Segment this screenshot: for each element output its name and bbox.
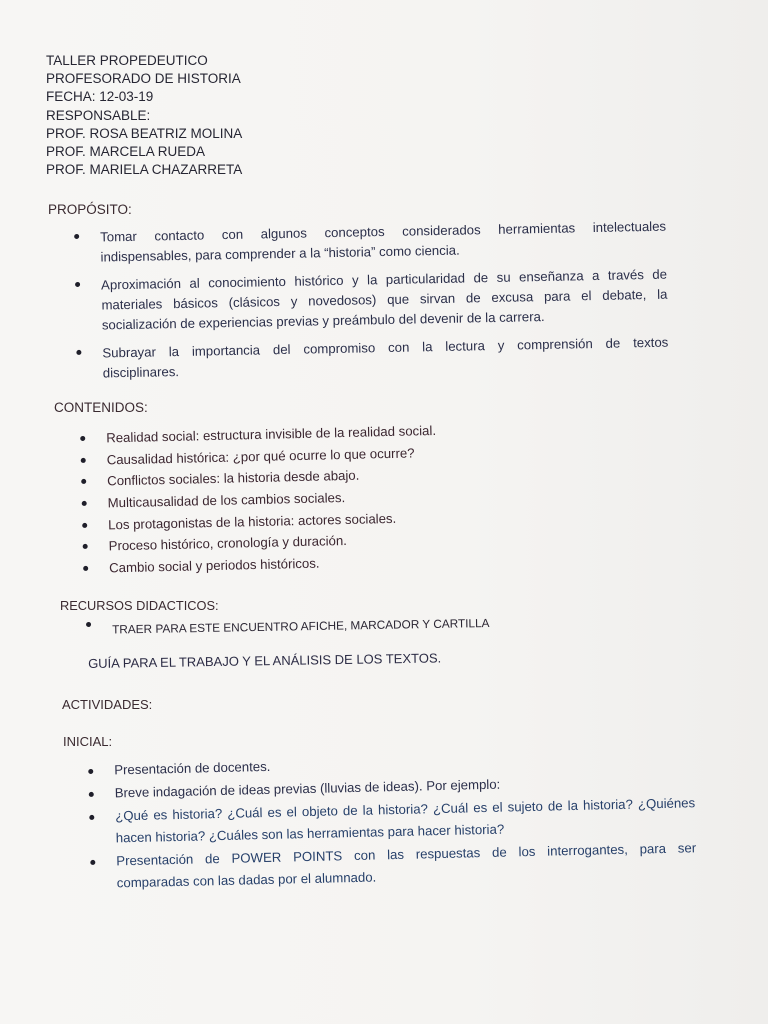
list-item-text: ¿Qué es historia? ¿Cuál es el objeto de la historia? ¿Cuál es el sujeto de la historia? ¿Quiénes	[115, 795, 696, 824]
header-line: TALLER PROPEDEUTICO	[46, 53, 208, 68]
contenidos-heading: CONTENIDOS:	[54, 400, 148, 415]
contenidos-list	[80, 420, 439, 580]
recursos-list	[86, 615, 490, 638]
list-item-text: Presentación de docentes.	[114, 758, 271, 778]
list-item: Multicausalidad de los cambios sociales.	[81, 485, 437, 515]
list-item	[76, 333, 669, 384]
header-line: PROFESORADO DE HISTORIA	[46, 71, 241, 87]
list-item-text: Breve indagación de ideas previas (lluvias de ideas). Por ejemplo:	[114, 776, 501, 801]
list-item: Proceso histórico, cronología y duración.	[82, 528, 438, 558]
actividades-list	[88, 746, 697, 896]
actividades-heading: ACTIVIDADES:	[62, 697, 153, 712]
list-item: Realidad social: estructura invisible de la realidad social.	[80, 420, 436, 450]
header-line: PROF. ROSA BEATRIZ MOLINA	[46, 125, 243, 141]
list-item: Cambio social y periodos históricos.	[83, 550, 439, 580]
header-line: PROF. MARCELA RUEDA	[46, 144, 206, 160]
recursos-heading: RECURSOS DIDACTICOS:	[60, 598, 219, 613]
list-item	[74, 217, 667, 268]
list-item-text: Presentación de POWER POINTS con las respuestas de los interrogantes, para ser	[116, 840, 697, 869]
list-item: Conflictos sociales: la historia desde abajo.	[81, 463, 437, 493]
proposito-list	[74, 217, 669, 392]
header-line: FECHA: 12-03-19	[46, 89, 154, 105]
proposito-heading: PROPÓSITO:	[48, 202, 132, 217]
list-item-text: socialización de experiencias previas y preámbulo del devenir de la carrera.	[101, 308, 545, 333]
list-item: TRAER PARA ESTE ENCUENTRO AFICHE, MARCADOR Y CARTILLA	[86, 615, 490, 638]
list-item: Causalidad histórica: ¿por qué ocurre lo que ocurre?	[80, 442, 436, 472]
list-item-text: disciplinares.	[102, 364, 180, 381]
list-item-text: Tomar contacto con algunos conceptos considerados herramientas intelectuales	[100, 218, 667, 245]
header-line: PROF. MARIELA CHAZARRETA	[46, 162, 243, 178]
list-item: Los protagonistas de la historia: actores sociales.	[82, 507, 438, 537]
list-item-text: Subrayar la importancia del compromiso con la lectura y comprensión de textos	[102, 334, 669, 361]
list-item	[75, 265, 668, 336]
list-item-text: Aproximación al conocimiento histórico y la particularidad de su enseñanza a través de	[100, 266, 668, 293]
header-line: RESPONSABLE:	[46, 107, 151, 123]
list-item-text: comparadas con las dadas por el alumnado.	[116, 869, 377, 891]
list-item-text: hacen historia? ¿Cuáles son las herramientas para hacer historia?	[115, 821, 505, 846]
guia-text: GUÍA PARA EL TRABAJO Y EL ANÁLISIS DE LOS TEXTOS.	[88, 650, 442, 671]
list-item-text: materiales básicos (clásicos y novedosos) que sirvan de excusa para el debate, la	[101, 286, 668, 313]
document-header	[46, 52, 242, 179]
inicial-heading: INICIAL:	[63, 734, 113, 749]
list-item-text: indispensables, para comprender a la “historia” como ciencia.	[100, 242, 460, 265]
